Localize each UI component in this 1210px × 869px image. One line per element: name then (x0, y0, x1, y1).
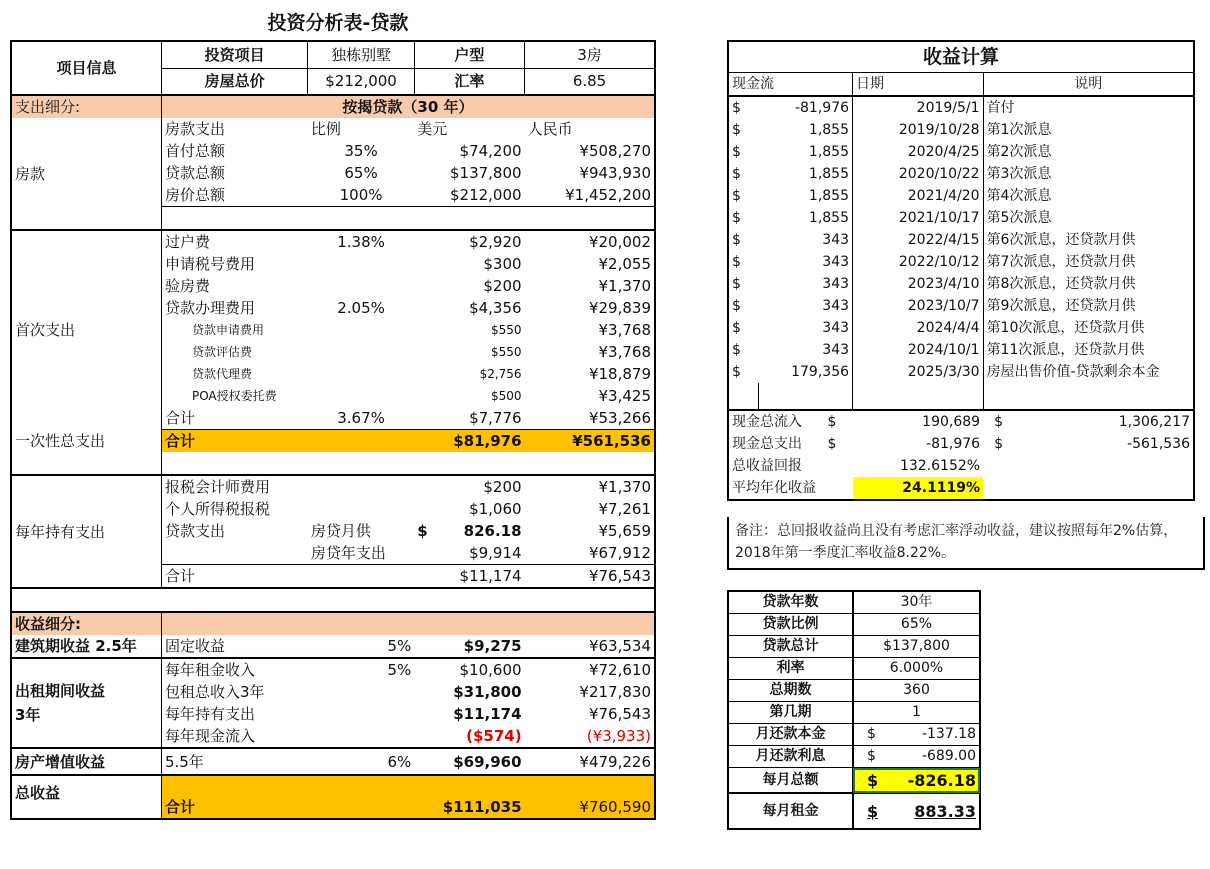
cell[interactable]: $137,800 (449, 164, 522, 182)
cell[interactable] (983, 455, 1194, 477)
interest-label[interactable]: 月还款利息 (728, 746, 853, 768)
cell[interactable]: 申请税号费用 (164, 255, 255, 273)
cell[interactable]: 投资项目 (161, 41, 307, 68)
desc-cell[interactable]: 第5次派息 (986, 210, 1052, 226)
cell[interactable]: ¥63,534 (525, 635, 655, 658)
cell[interactable]: ¥76,543 (525, 565, 655, 589)
cell[interactable]: 贷款代理费 (191, 367, 252, 381)
cell[interactable]: $11,174 (414, 565, 524, 589)
interest-amount: -689.00 (921, 748, 976, 764)
cell[interactable]: ¥2,055 (598, 255, 651, 273)
amount-cell[interactable]: 1,855 (758, 185, 852, 207)
rent-period-label (11, 658, 161, 748)
date-cell[interactable]: 2022/10/12 (853, 251, 984, 273)
cell[interactable] (308, 703, 414, 725)
date-cell[interactable]: 2023/10/7 (853, 295, 984, 317)
cell[interactable]: ¥479,226 (525, 748, 655, 775)
date-cell[interactable]: 2021/4/20 (853, 185, 984, 207)
cell[interactable]: ¥1,452,200 (525, 184, 655, 207)
cell[interactable]: 户型 (414, 41, 524, 68)
amount-cell[interactable]: 343 (758, 339, 852, 361)
note-text[interactable]: 备注：总回报收益尚且没有考虑汇率浮动收益，建议按照每年2%估算，2018年第一季度汇率收益8.22%。 (727, 517, 1205, 570)
desc-cell[interactable]: 第7次派息，还贷款月供 (986, 254, 1136, 270)
cell[interactable]: 贷款申请费用 (191, 323, 264, 337)
cell[interactable]: 固定收益 (161, 635, 307, 658)
cell[interactable] (758, 383, 852, 410)
investment-table (10, 40, 656, 820)
cell[interactable]: 5% (308, 635, 414, 658)
cell[interactable]: 房屋总价 (161, 68, 307, 95)
loan-row[interactable] (728, 636, 980, 658)
cell[interactable]: 6% (308, 748, 414, 775)
loan-label[interactable]: 总期数 (728, 680, 853, 702)
annual-return-value[interactable]: 24.1119% (853, 477, 984, 500)
principal-value[interactable] (853, 724, 980, 746)
cell[interactable]: 房款支出 (164, 120, 225, 138)
date-cell[interactable]: 2023/4/10 (853, 273, 984, 295)
cell[interactable]: ¥18,879 (588, 365, 651, 383)
cell[interactable]: $10,600 (459, 661, 522, 679)
cell[interactable]: ¥3,425 (598, 387, 651, 405)
cell[interactable] (308, 775, 414, 819)
cell[interactable]: 美元 (417, 120, 448, 138)
desc-cell[interactable]: 房屋出售价值-贷款剩余本金 (986, 364, 1160, 380)
cell[interactable]: 合计 (161, 565, 307, 589)
desc-cell[interactable]: 第10次派息，还贷款月供 (986, 320, 1145, 336)
desc-cell[interactable]: 第9次派息，还贷款月供 (986, 298, 1136, 314)
loan-row[interactable] (728, 614, 980, 636)
cell[interactable]: $9,914 (414, 542, 524, 565)
loan-value[interactable]: 65% (853, 614, 980, 636)
monthly-total-value[interactable] (853, 768, 980, 794)
cell[interactable] (308, 341, 414, 363)
date-cell[interactable]: 2020/10/22 (853, 163, 984, 185)
return-label[interactable]: 总收益回报 (732, 458, 802, 474)
cell[interactable]: ¥29,839 (588, 299, 651, 317)
cell[interactable]: $74,200 (459, 142, 522, 160)
outflow-cny-value: -561,536 (1127, 436, 1190, 452)
outflow-usd[interactable]: -81,976 (926, 436, 981, 452)
cell[interactable]: $500 (491, 389, 522, 403)
cell[interactable]: 3房 (525, 41, 655, 68)
amount-cell[interactable]: 343 (758, 229, 852, 251)
cell[interactable] (308, 363, 414, 385)
cell[interactable] (161, 542, 307, 565)
loan-value[interactable]: 6.000% (853, 658, 980, 680)
currency-symbol: $ (866, 770, 879, 790)
outflow-label[interactable] (728, 433, 853, 455)
inflow-label-text: 现金总流入 (732, 414, 802, 430)
outflow-label-text: 现金总支出 (732, 436, 802, 452)
loan-calc-table (727, 590, 981, 830)
cell[interactable]: ¥7,261 (598, 500, 651, 518)
cell[interactable]: 房价总额 (161, 184, 307, 207)
desc-cell[interactable]: 第3次派息 (986, 166, 1052, 182)
currency-cell[interactable]: $ (732, 232, 741, 248)
monthly-rent-label[interactable]: 每月租金 (728, 793, 853, 829)
loan-value[interactable]: 30年 (853, 591, 980, 614)
cashflow-row[interactable] (728, 163, 1194, 185)
cell[interactable]: 合计 (161, 430, 307, 453)
outflow-cny-currency: $ (994, 436, 1003, 452)
currency-cell[interactable]: $ (732, 342, 741, 358)
desc-cell[interactable]: 第8次派息，还贷款月供 (986, 276, 1136, 292)
currency-cell[interactable]: $ (732, 210, 741, 226)
principal-amount: -137.18 (921, 726, 976, 742)
cashflow-row[interactable] (728, 251, 1194, 273)
cell[interactable] (308, 430, 414, 453)
date-cell[interactable]: 2025/3/30 (853, 361, 984, 383)
interest-value[interactable] (853, 746, 980, 768)
inflow-cny-value: 1,306,217 (1118, 414, 1190, 430)
currency-symbol: $ (866, 748, 876, 764)
rent-label-line1: 出租期间收益 (15, 682, 106, 700)
loan-row[interactable] (728, 702, 980, 724)
cashflow-row[interactable] (728, 185, 1194, 207)
cell[interactable]: $111,035 (414, 775, 524, 819)
cell[interactable] (308, 565, 414, 589)
cell[interactable]: $212,000 (414, 184, 524, 207)
cashflow-row[interactable] (728, 119, 1194, 141)
cell[interactable]: ¥508,270 (579, 142, 651, 160)
cell[interactable]: ¥67,912 (525, 542, 655, 565)
cell[interactable]: 贷款办理费用 (164, 299, 255, 317)
cell[interactable]: ¥943,930 (579, 164, 651, 182)
cashflow-row[interactable] (728, 339, 1194, 361)
cell[interactable]: $212,000 (308, 68, 414, 95)
cell[interactable]: ¥76,543 (588, 705, 651, 723)
outflow-cny[interactable] (983, 433, 1194, 455)
annual-label: 每年持有支出 (11, 475, 161, 588)
cell[interactable]: 合计 (161, 775, 307, 819)
cell[interactable]: 独栋别墅 (308, 41, 414, 68)
cell[interactable]: 3.67% (308, 407, 414, 430)
cell[interactable]: 2.05% (337, 299, 385, 317)
income-title: 收益计算 (728, 41, 1194, 73)
currency-cell[interactable]: $ (732, 298, 741, 314)
date-cell[interactable]: 2019/10/28 (853, 119, 984, 141)
cashflow-row[interactable] (728, 141, 1194, 163)
inflow-usd[interactable]: 190,689 (853, 410, 984, 433)
cell[interactable] (308, 725, 414, 748)
loan-label[interactable]: 贷款年数 (728, 591, 853, 614)
cell[interactable]: ¥217,830 (579, 683, 651, 701)
total-label: 总收益 (11, 775, 161, 819)
loan-row[interactable] (728, 658, 980, 680)
onetime-label: 一次性总支出 (11, 430, 161, 453)
empty-row[interactable] (161, 452, 655, 475)
cell[interactable]: $4,356 (469, 299, 522, 317)
mortgage-title: 按揭贷款（30 年） (161, 95, 655, 118)
cell[interactable]: ¥53,266 (525, 407, 655, 430)
desc-cell[interactable]: 第2次派息 (986, 144, 1052, 160)
inflow-currency: $ (827, 414, 837, 430)
cell[interactable]: 1.38% (337, 233, 385, 251)
empty-row[interactable] (11, 588, 655, 612)
desc-cell[interactable]: 首付 (986, 100, 1015, 116)
monthly-rent-amount: 883.33 (914, 801, 976, 821)
project-info-label: 项目信息 (11, 41, 161, 95)
cell[interactable] (983, 383, 1194, 410)
cell[interactable]: 汇率 (414, 68, 524, 95)
cell[interactable] (308, 681, 414, 703)
desc-cell[interactable]: 第6次派息，还贷款月供 (986, 232, 1136, 248)
date-cell[interactable]: 2021/10/17 (853, 207, 984, 229)
cell[interactable]: ¥5,659 (598, 522, 651, 540)
cell[interactable] (308, 275, 414, 297)
cell[interactable]: 贷款总额 (164, 164, 225, 182)
amount-cell[interactable]: 179,356 (758, 361, 852, 383)
loan-label[interactable]: 利率 (728, 658, 853, 680)
monthly-total-label[interactable]: 每月总额 (728, 768, 853, 794)
amount-cell[interactable]: 343 (758, 273, 852, 295)
cell[interactable]: $69,960 (414, 748, 524, 775)
desc-cell[interactable]: 第4次派息 (986, 188, 1052, 204)
cell[interactable] (161, 612, 655, 635)
currency-cell[interactable]: $ (732, 122, 741, 138)
loan-row[interactable] (728, 591, 980, 614)
cell[interactable]: 每年现金流入 (161, 725, 307, 748)
cell[interactable]: $11,174 (453, 705, 522, 723)
cell[interactable]: ¥72,610 (588, 661, 651, 679)
cashflow-row[interactable] (728, 229, 1194, 251)
cell[interactable]: $300 (483, 255, 522, 273)
cell[interactable]: 合计 (161, 407, 307, 430)
currency-cell[interactable]: $ (732, 254, 741, 270)
cell[interactable]: 报税会计师费用 (164, 478, 270, 496)
cell[interactable]: 贷款评估费 (191, 345, 252, 359)
currency-cell[interactable]: $ (732, 144, 741, 160)
cell[interactable]: 每年持有支出 (164, 705, 255, 723)
cell[interactable] (308, 319, 414, 341)
inflow-cny[interactable] (983, 410, 1194, 433)
cashflow-row[interactable] (728, 273, 1194, 295)
currency-cell[interactable]: $ (732, 364, 741, 380)
amount-cell[interactable]: 1,855 (758, 141, 852, 163)
rent-label-line2: 3年 (15, 706, 41, 724)
desc-cell[interactable]: 第1次派息 (986, 122, 1052, 138)
cell[interactable]: ¥1,370 (598, 478, 651, 496)
currency-symbol: $ (866, 801, 879, 821)
annual-return-label[interactable]: 平均年化收益 (732, 480, 816, 496)
cell[interactable]: $2,920 (469, 233, 522, 251)
cell[interactable]: 6.85 (525, 68, 655, 95)
cell[interactable]: ¥760,590 (525, 775, 655, 819)
cell[interactable]: $200 (483, 478, 522, 496)
cell[interactable] (414, 520, 524, 542)
cell[interactable]: ¥3,768 (598, 343, 651, 361)
cell[interactable]: $200 (483, 277, 522, 295)
income-calc-table (727, 40, 1195, 501)
cell[interactable]: $550 (491, 323, 522, 337)
header-cashflow[interactable]: 现金流 (728, 73, 853, 97)
cell[interactable]: 每年租金收入 (164, 661, 255, 679)
loan-value[interactable]: 360 (853, 680, 980, 702)
cell[interactable] (308, 385, 414, 407)
cell[interactable]: 包租总收入3年 (164, 683, 265, 701)
empty-row[interactable] (161, 207, 655, 231)
cell[interactable]: 房贷年支出 (308, 542, 414, 565)
inflow-label[interactable] (728, 410, 853, 433)
cell[interactable]: $31,800 (453, 683, 522, 701)
currency-cell[interactable]: $ (732, 276, 741, 292)
amount-cell[interactable]: 1,855 (758, 207, 852, 229)
cashflow-row[interactable] (728, 361, 1194, 383)
expense-header: 支出细分: (11, 95, 161, 118)
cashflow-row[interactable] (728, 207, 1194, 229)
cell[interactable]: 35% (344, 142, 378, 160)
appreciation-label: 房产增值收益 (11, 748, 161, 775)
monthly-total-amount: -826.18 (907, 770, 976, 790)
amount-cell[interactable]: 343 (758, 317, 852, 339)
date-cell[interactable]: 2022/4/15 (853, 229, 984, 251)
cell[interactable] (308, 253, 414, 275)
loan-label[interactable]: 贷款比例 (728, 614, 853, 636)
currency-cell[interactable]: $ (732, 166, 741, 182)
return-value[interactable]: 132.6152% (899, 458, 981, 474)
amount-cell[interactable]: 343 (758, 251, 852, 273)
cell[interactable]: $7,776 (414, 407, 524, 430)
cell[interactable]: $550 (491, 345, 522, 359)
date-cell[interactable]: 2020/4/25 (853, 141, 984, 163)
cell[interactable]: $2,756 (479, 367, 522, 381)
cell[interactable]: ($574) (414, 725, 524, 748)
currency-symbol: $ (417, 522, 428, 540)
cell[interactable]: $81,976 (414, 430, 524, 453)
cell[interactable]: 65% (344, 164, 378, 182)
date-cell[interactable]: 2019/5/1 (853, 96, 984, 119)
currency-symbol: $ (866, 726, 876, 742)
cell[interactable]: 比例 (310, 120, 341, 138)
loan-value[interactable]: 1 (853, 702, 980, 724)
cell[interactable]: ¥20,002 (588, 233, 651, 251)
loan-row[interactable] (728, 680, 980, 702)
cell[interactable]: 过户费 (164, 233, 210, 251)
monthly-rent-value[interactable] (853, 793, 980, 829)
cell[interactable]: 100% (308, 184, 414, 207)
cashflow-row[interactable] (728, 317, 1194, 339)
currency-cell[interactable]: $ (732, 100, 741, 116)
principal-label[interactable]: 月还款本金 (728, 724, 853, 746)
amount-cell[interactable]: -81,976 (758, 96, 852, 119)
currency-cell[interactable]: $ (732, 188, 741, 204)
cell[interactable]: ¥561,536 (525, 430, 655, 453)
cell[interactable]: $1,060 (469, 500, 522, 518)
currency-cell[interactable]: $ (732, 320, 741, 336)
cell[interactable]: (¥3,933) (525, 725, 655, 748)
cell[interactable]: 个人所得税报税 (164, 500, 270, 518)
outflow-currency: $ (827, 436, 837, 452)
cell[interactable]: $9,275 (414, 635, 524, 658)
cell[interactable]: 5.5年 (161, 748, 307, 775)
cell[interactable] (308, 475, 414, 498)
cell[interactable]: 首付总额 (164, 142, 225, 160)
desc-cell[interactable]: 第11次派息，还贷款月供 (986, 342, 1145, 358)
cell[interactable]: 人民币 (527, 120, 573, 138)
build-period-label: 建筑期收益 2.5年 (11, 635, 161, 658)
cell[interactable] (853, 383, 984, 410)
cell[interactable]: POA授权委托费 (191, 389, 277, 403)
monthly-payment-value: 826.18 (463, 522, 522, 540)
cashflow-row[interactable] (728, 295, 1194, 317)
date-cell[interactable]: 2024/4/4 (853, 317, 984, 339)
cell[interactable]: 房贷月供 (310, 522, 371, 540)
inflow-cny-currency: $ (994, 414, 1003, 430)
first-payment-label: 首次支出 (11, 230, 161, 430)
cell[interactable]: 验房费 (164, 277, 210, 295)
loan-value[interactable]: $137,800 (853, 636, 980, 658)
amount-cell[interactable]: 1,855 (758, 119, 852, 141)
cell[interactable] (308, 498, 414, 520)
cell[interactable]: ¥3,768 (598, 321, 651, 339)
loan-label[interactable]: 第几期 (728, 702, 853, 724)
cell[interactable]: ¥1,370 (598, 277, 651, 295)
amount-cell[interactable]: 1,855 (758, 163, 852, 185)
income-header: 收益细分: (11, 612, 161, 635)
cell[interactable] (728, 383, 758, 410)
cell[interactable] (983, 477, 1194, 500)
sheet-title: 投资分析表-贷款 (267, 12, 409, 34)
cashflow-row[interactable] (728, 96, 1194, 119)
header-date[interactable]: 日期 (853, 73, 984, 97)
loan-label[interactable]: 贷款总计 (728, 636, 853, 658)
amount-cell[interactable]: 343 (758, 295, 852, 317)
house-label: 房款 (11, 118, 161, 230)
empty-cell[interactable] (11, 452, 161, 475)
cell[interactable]: 5% (387, 661, 412, 679)
cell[interactable]: 贷款支出 (164, 522, 225, 540)
date-cell[interactable]: 2024/10/1 (853, 339, 984, 361)
header-desc[interactable]: 说明 (983, 73, 1194, 97)
